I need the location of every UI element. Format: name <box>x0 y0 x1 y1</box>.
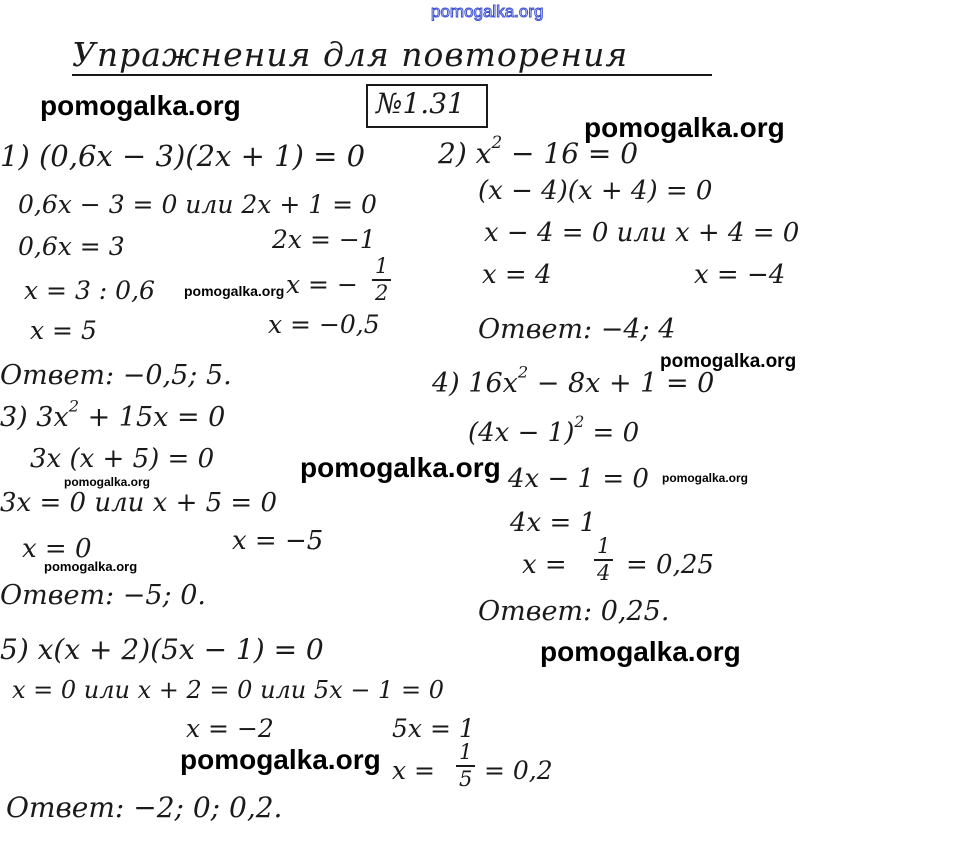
problem-5-fraction <box>456 742 475 790</box>
watermark: pomogalka.org <box>184 283 285 299</box>
problem-4-line-3: 4x − 1 = 0 <box>508 464 649 494</box>
problem-1-line-4b: x = − <box>286 270 358 299</box>
problem-4-equation-start: 4) 16x <box>432 368 518 399</box>
problem-4-line-2-exponent: 2 <box>574 412 585 431</box>
problem-1-line-4a: x = 3 : 0,6 <box>24 276 155 305</box>
problem-1-line-3a: 0,6x = 3 <box>18 232 125 261</box>
problem-1-answer: Ответ: −0,5; 5. <box>0 360 232 391</box>
problem-2-line-3: x − 4 = 0 или x + 4 = 0 <box>484 218 800 248</box>
problem-3-line-4a: x = 0 <box>22 534 92 564</box>
problem-2-line-4b: x = −4 <box>694 260 786 290</box>
problem-2-line-2: (x − 4)(x + 4) = 0 <box>478 176 713 206</box>
problem-4-equation-end: − 8x + 1 = 0 <box>528 368 715 399</box>
watermark: pomogalka.org <box>300 452 501 483</box>
problem-1-line-3b: 2x = −1 <box>272 225 376 254</box>
problem-3-equation <box>0 396 226 433</box>
watermark: pomogalka.org <box>662 471 749 485</box>
problem-5-line-4-end: = 0,2 <box>484 756 553 785</box>
watermark: pomogalka.org <box>40 90 241 121</box>
watermark: pomogalka.org <box>660 351 797 372</box>
problem-4-line-5-start: x = <box>522 550 567 580</box>
problem-4-fraction-numerator: 1 <box>597 534 611 558</box>
problem-5-fraction-numerator: 1 <box>459 740 473 764</box>
problem-4-exponent: 2 <box>517 362 529 382</box>
problem-2-equation-end: − 16 = 0 <box>502 137 639 170</box>
problem-3-equation-end: + 15x = 0 <box>79 402 226 433</box>
problem-2-exponent: 2 <box>491 131 503 152</box>
problem-2-line-4a: x = 4 <box>482 260 552 290</box>
problem-3-exponent: 2 <box>68 396 80 416</box>
problem-3-line-2: 3x (x + 5) = 0 <box>30 444 215 474</box>
exercise-number: №1.31 <box>376 87 465 120</box>
problem-1-equation: 1) (0,6x − 3)(2x + 1) = 0 <box>0 139 366 173</box>
problem-3-answer: Ответ: −5; 0. <box>0 580 206 611</box>
problem-4-equation <box>432 362 715 399</box>
problem-4-answer: Ответ: 0,25. <box>478 596 670 627</box>
watermark: pomogalka.org <box>180 744 381 775</box>
problem-1-line-2: 0,6x − 3 = 0 или 2x + 1 = 0 <box>18 190 377 219</box>
problem-5-line-3b: 5x = 1 <box>392 714 475 743</box>
problem-1-fraction <box>372 256 391 304</box>
problem-4-line-2 <box>468 412 640 448</box>
problem-3-equation-start: 3) 3x <box>0 402 69 433</box>
problem-1-fraction-denominator: 2 <box>375 281 389 305</box>
problem-1-line-5b: x = −0,5 <box>268 310 380 339</box>
problem-4-fraction <box>594 536 613 584</box>
watermark: pomogalka.org <box>44 559 138 574</box>
title-underline <box>72 74 712 76</box>
problem-4-line-4: 4x = 1 <box>510 508 597 538</box>
watermark: pomogalka.org <box>584 112 785 143</box>
problem-3-line-4b: x = −5 <box>232 526 324 556</box>
top-watermark: pomogalka.org <box>431 2 544 21</box>
problem-2-answer: Ответ: −4; 4 <box>478 314 676 345</box>
problem-2-equation <box>438 131 639 170</box>
problem-5-fraction-denominator: 5 <box>459 767 473 791</box>
page-title: Упражнения для повторения <box>72 35 629 74</box>
problem-5-answer: Ответ: −2; 0; 0,2. <box>6 791 283 824</box>
problem-4-line-5-end: = 0,25 <box>626 550 714 580</box>
problem-3-line-3: 3x = 0 или x + 5 = 0 <box>0 488 278 518</box>
watermark: pomogalka.org <box>64 475 151 489</box>
problem-5-line-3a: x = −2 <box>186 714 274 743</box>
problem-5-line-4-start: x = <box>392 756 435 785</box>
watermark: pomogalka.org <box>540 636 741 667</box>
problem-4-line-2-start: (4x − 1) <box>468 418 575 448</box>
problem-5-equation: 5) x(x + 2)(5x − 1) = 0 <box>0 633 324 666</box>
problem-1-fraction-numerator: 1 <box>375 254 389 278</box>
problem-4-line-2-end: = 0 <box>584 418 640 448</box>
problem-4-fraction-denominator: 4 <box>597 561 611 585</box>
problem-2-equation-start: 2) x <box>438 137 492 170</box>
problem-5-line-2: x = 0 или x + 2 = 0 или 5x − 1 = 0 <box>12 676 444 704</box>
problem-1-line-5a: x = 5 <box>30 316 97 345</box>
